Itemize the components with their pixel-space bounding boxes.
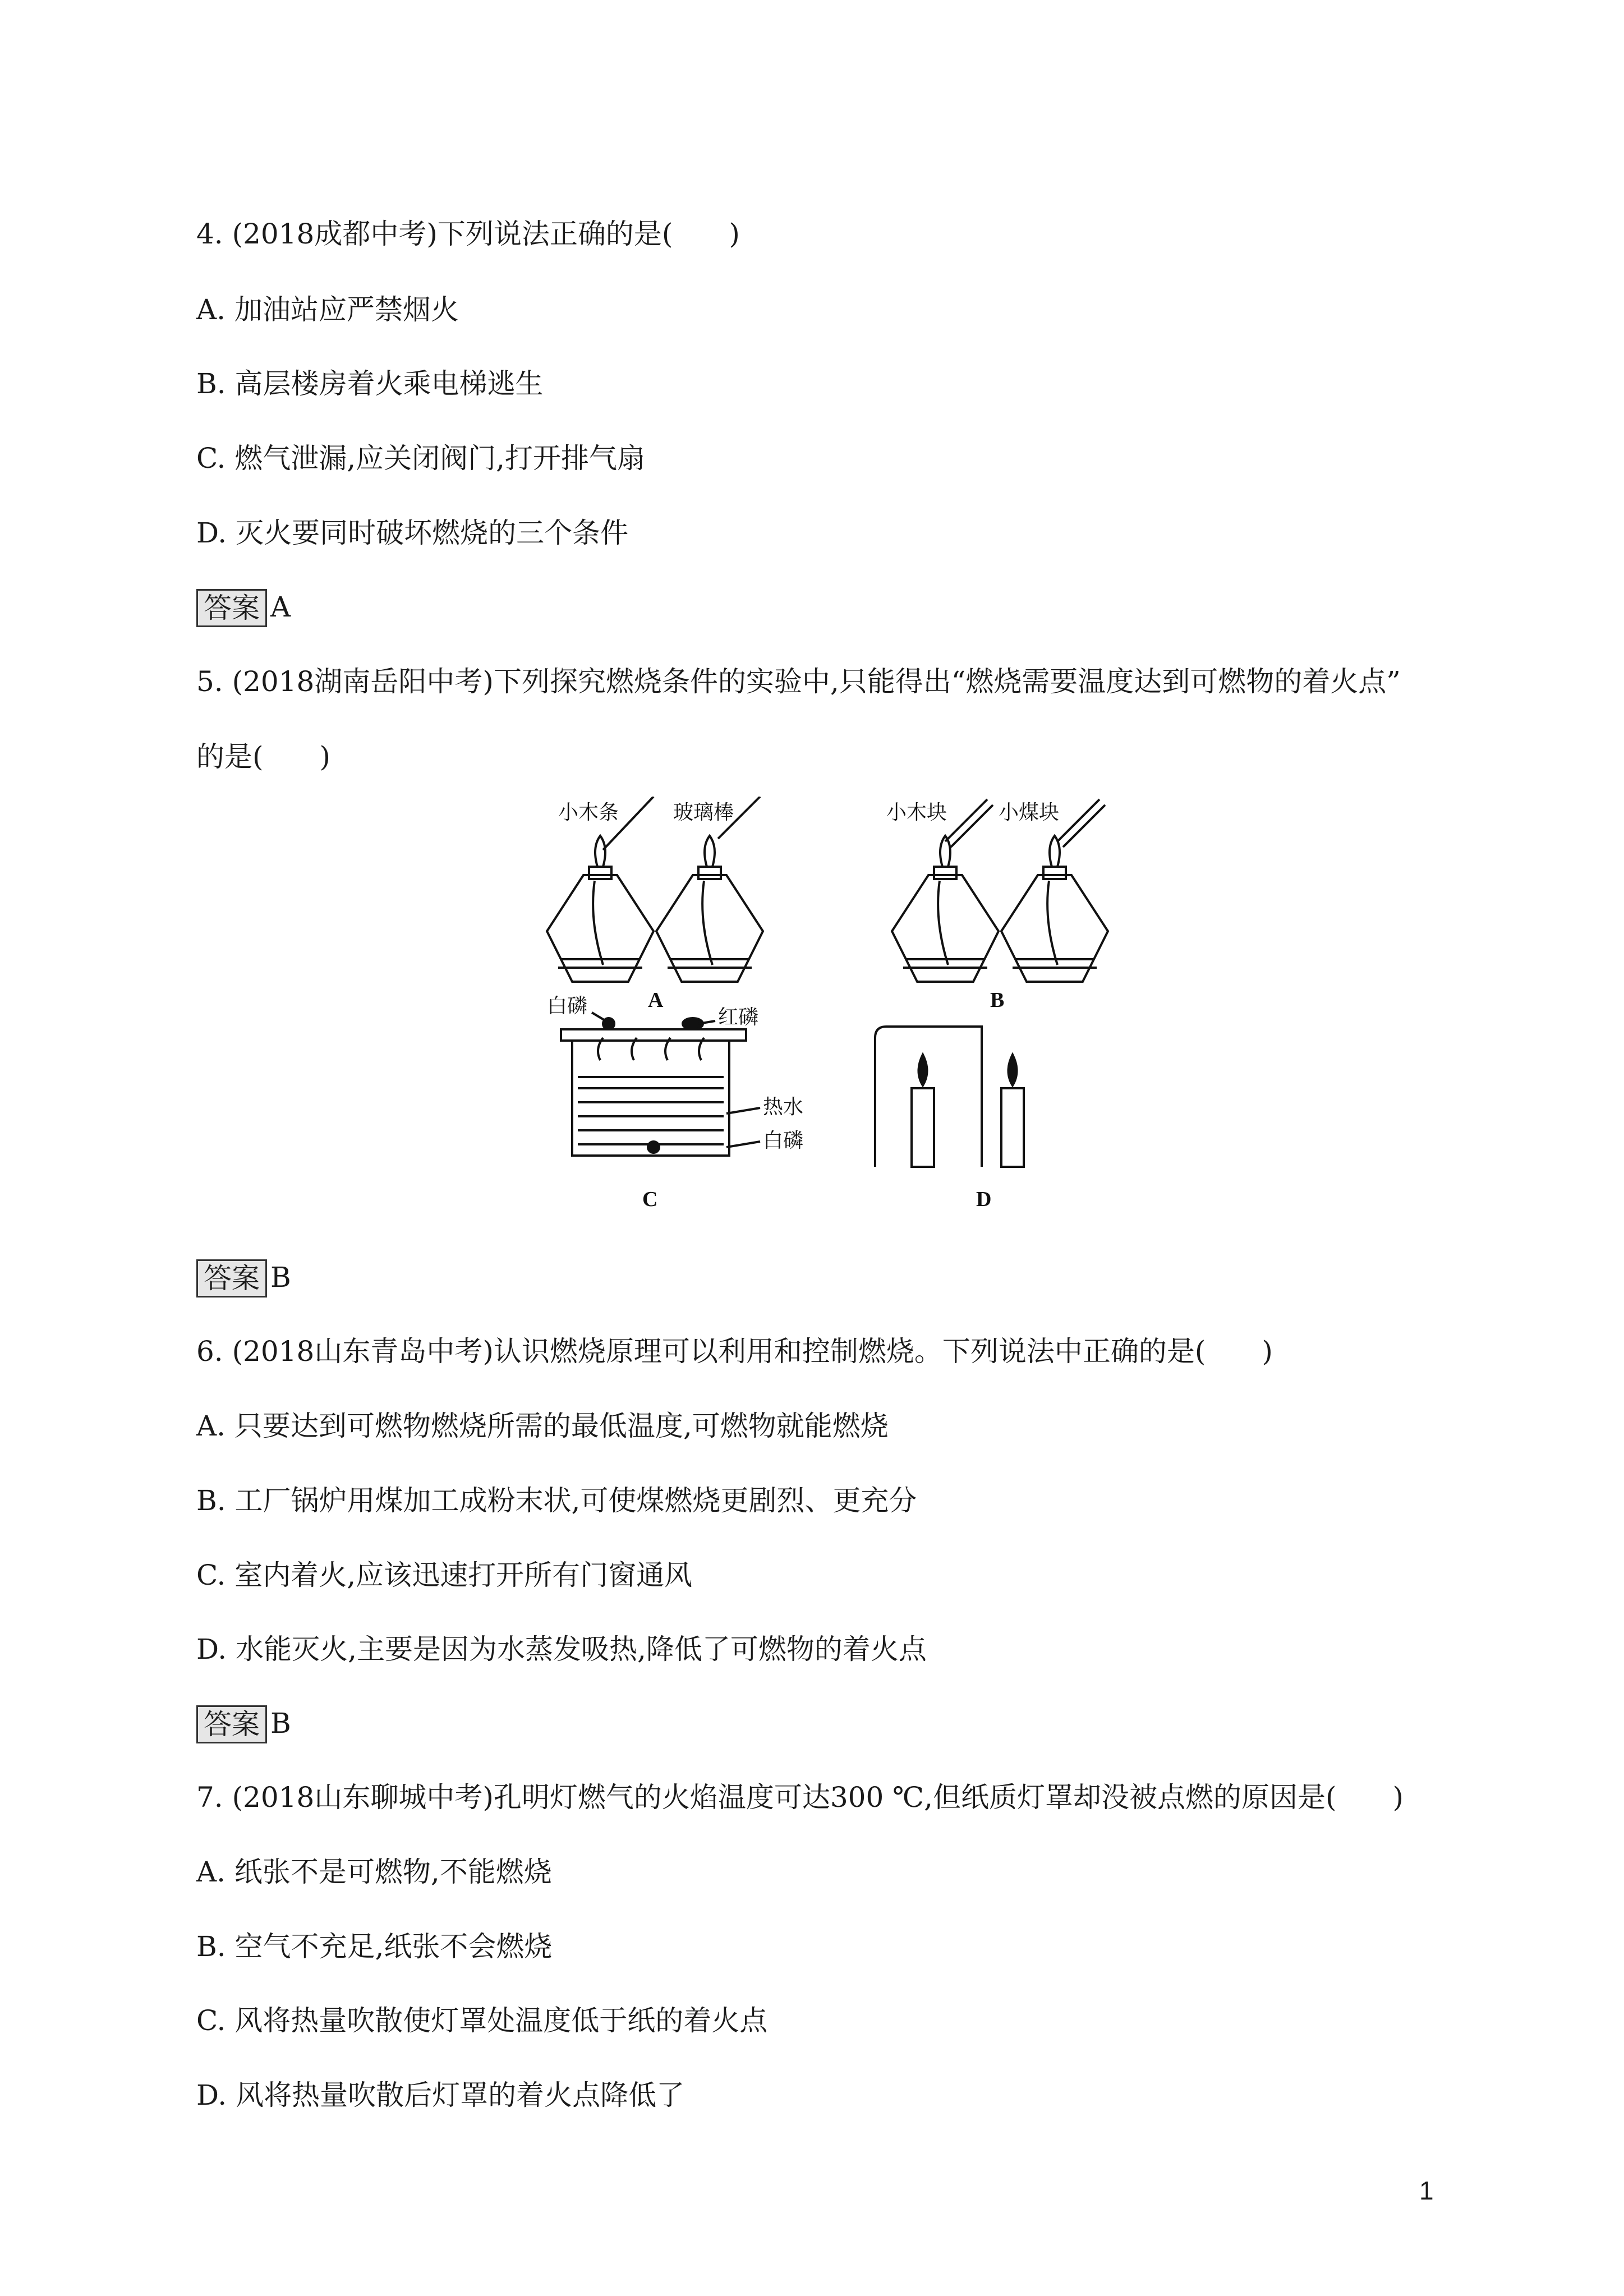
q7-option-a: A. 纸张不是可燃物,不能燃烧: [196, 1856, 552, 1888]
caption-c: C: [642, 1188, 658, 1211]
label-small-wood: 小木块: [886, 801, 947, 824]
q4-option-d: D. 灭火要同时破坏燃烧的三个条件: [196, 517, 629, 549]
q5-answer: [196, 1259, 291, 1296]
answer-label: 答案: [196, 1705, 267, 1743]
q6-answer: [196, 1705, 291, 1742]
tongs-b2: [1057, 799, 1105, 847]
q7-option-b: B. 空气不充足,纸张不会燃烧: [196, 1930, 553, 1963]
candles-d: [875, 1027, 1024, 1167]
beaker-c: [561, 1018, 746, 1156]
label-small-stick: 小木条: [558, 801, 619, 824]
answer-label: 答案: [196, 1259, 267, 1297]
page-number: 1: [1419, 2176, 1434, 2205]
caption-b: B: [990, 988, 1005, 1012]
caption-a: A: [648, 988, 664, 1012]
alcohol-lamp-b2: [1001, 836, 1108, 982]
q5-experiment-figure: [505, 797, 1150, 1234]
q7-stem: 7. (2018山东聊城中考)孔明灯燃气的火焰温度可达300 ℃,但纸质灯罩却没被点燃的原因是( ): [196, 1781, 1404, 1814]
q6-stem: 6. (2018山东青岛中考)认识燃烧原理可以利用和控制燃烧。下列说法中正确的是( ): [196, 1335, 1273, 1368]
answer-value: A: [270, 591, 291, 623]
answer-value: B: [270, 1261, 291, 1294]
q5-stem-line1: 5. (2018湖南岳阳中考)下列探究燃烧条件的实验中,只能得出“燃烧需要温度达到可燃物的着火点”: [196, 665, 1401, 698]
q6-option-c: C. 室内着火,应该迅速打开所有门窗通风: [196, 1559, 693, 1591]
answer-label: 答案: [196, 589, 267, 627]
alcohol-lamp-b1: [892, 836, 999, 982]
q5-stem-line2: 的是( ): [196, 740, 331, 773]
q4-stem: 4. (2018成都中考)下列说法正确的是( ): [196, 218, 740, 250]
q4-option-b: B. 高层楼房着火乘电梯逃生: [196, 367, 544, 400]
q7-option-c: C. 风将热量吹散使灯罩处温度低于纸的着火点: [196, 2004, 768, 2037]
label-hot-water: 热水: [763, 1096, 804, 1119]
caption-d: D: [976, 1188, 992, 1211]
q4-option-c: C. 燃气泄漏,应关闭阀门,打开排气扇: [196, 442, 646, 475]
q6-option-b: B. 工厂锅炉用煤加工成粉末状,可使煤燃烧更剧烈、更充分: [196, 1484, 917, 1517]
label-white-phosphorus-bottom: 白磷: [763, 1129, 804, 1152]
q7-option-d: D. 风将热量吹散后灯罩的着火点降低了: [196, 2079, 685, 2111]
label-small-coal: 小煤块: [999, 801, 1060, 824]
q6-option-d: D. 水能灭火,主要是因为水蒸发吸热,降低了可燃物的着火点: [196, 1633, 927, 1665]
label-white-phosphorus-top: 白磷: [547, 995, 588, 1018]
q4-answer: [196, 589, 291, 626]
alcohol-lamp-a2: [656, 836, 763, 982]
q4-option-a: A. 加油站应严禁烟火: [196, 293, 459, 326]
label-red-phosphorus: 红磷: [718, 1006, 759, 1029]
label-glass-rod: 玻璃棒: [673, 801, 734, 824]
tongs-b1: [945, 799, 993, 847]
answer-value: B: [270, 1707, 291, 1740]
q6-option-a: A. 只要达到可燃物燃烧所需的最低温度,可燃物就能燃烧: [196, 1410, 889, 1442]
alcohol-lamp-a1: [547, 836, 654, 982]
